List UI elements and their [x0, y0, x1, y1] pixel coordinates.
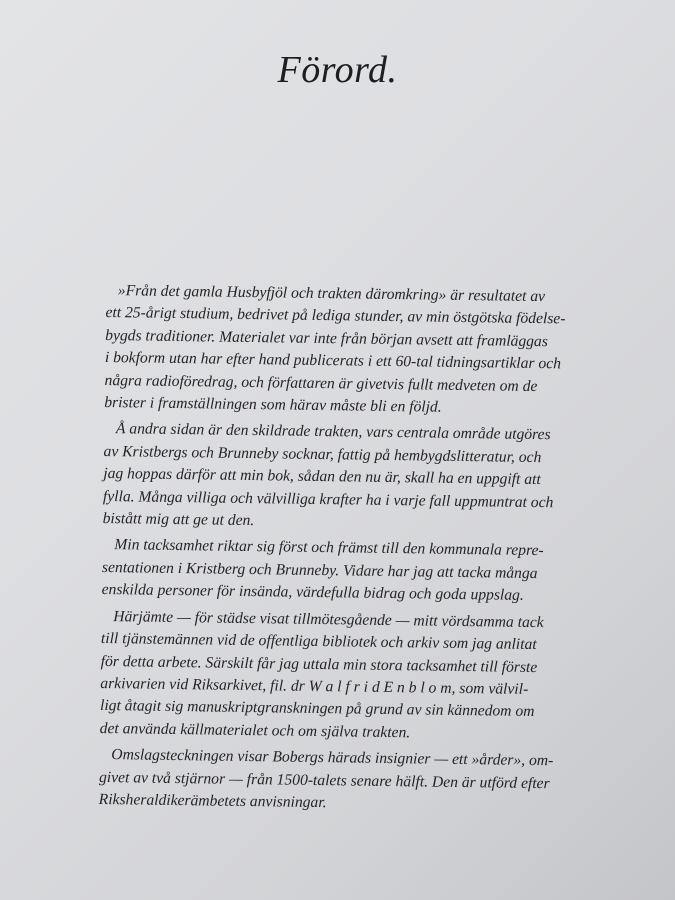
paragraph-2: [103, 418, 653, 538]
text-line: brister i framställningen som härav måste bli en följd.: [104, 394, 442, 416]
text-line: arkivarien vid Riksarkivet, fil. dr W a l f r i d E n b l o m, som välvil-: [100, 674, 529, 698]
text-line: i bokform utan har efter hand publicerats i ett 60-tal tidningsartiklar och: [104, 349, 562, 373]
text-line: ligt åtagit sig manuskriptgranskningen på grund av sin kännedom om: [99, 697, 535, 721]
text-line: det använda källmaterialet och om själva trakten.: [99, 719, 411, 742]
text-line: jag hoppas därför att min bok, sådan den nu är, skall ha en uppgift att: [103, 465, 541, 489]
text-line: Härjämte — för städse visat tillmötesgående — mitt vördsamma tack: [113, 607, 544, 631]
paragraph-1: [104, 280, 654, 422]
page-title: Förord.: [277, 49, 398, 91]
text-line: några radioföredrag, och författaren är givetvis fullt medveten om de: [104, 371, 538, 395]
text-line: till tjänstemännen vid de offentliga bibliotek och arkiv som jag anlitat: [100, 630, 537, 654]
text-line: av Kristbergs och Brunneby socknar, fattig på hembygdslitteratur, och: [103, 442, 542, 466]
text-line: bygds traditioner. Materialet var inte från början avsett att framläggas: [105, 326, 548, 350]
paragraph-5: [99, 744, 648, 819]
text-line: Omslagsteckningen visar Bobergs härads insignier — ett »årder», om-: [111, 746, 554, 770]
text-line: enskilda personer för insända, värdefulla bidrag och goda uppslag.: [101, 581, 524, 605]
text-line: givet av två stjärnor — från 1500-talets senare hälft. Den är utförd efter: [98, 768, 550, 792]
paragraph-4: [100, 606, 650, 748]
text-line: »Från det gamla Husbyfjöl och trakten däromkring» är resultatet av: [117, 282, 546, 306]
text-line: sentationen i Kristberg och Brunneby. Vidare har jag att tacka många: [101, 558, 538, 582]
text-line: fylla. Många villiga och välvilliga krafter ha i varje fall uppmuntrat och: [102, 487, 554, 511]
text-line: för detta arbete. Särskilt får jag uttala min stora tacksamhet till förste: [100, 652, 538, 676]
text-line: Riksheraldikerämbetets anvisningar.: [98, 790, 327, 812]
preface-body: [99, 280, 654, 823]
paragraph-3: [102, 534, 651, 609]
text-line: Min tacksamhet riktar sig först och främst till den kommunala repre-: [114, 536, 544, 560]
text-line: ett 25-årigt studium, bedrivet på lediga stunder, av min östgötska födelse-: [105, 304, 566, 328]
text-line: Å andra sidan är den skildrade trakten, vars centrala område utgöres: [115, 420, 551, 444]
text-line: bistått mig att ge ut den.: [102, 510, 255, 530]
